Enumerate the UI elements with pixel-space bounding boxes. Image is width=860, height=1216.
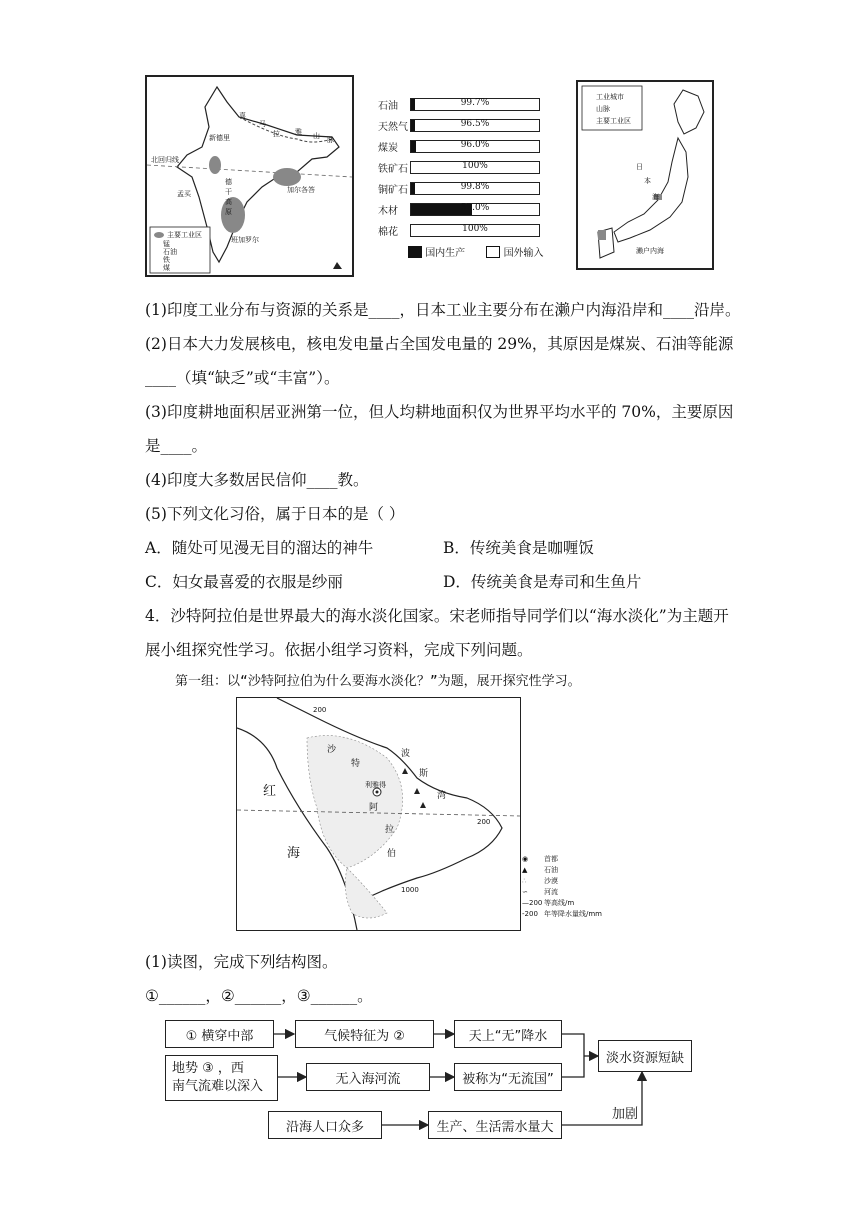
resource-row-label: 棉花: [378, 227, 398, 238]
legend-import-label: 国外输入: [503, 248, 544, 259]
saudi-label-la: 拉: [385, 825, 395, 835]
saudi-label-a: 阿: [369, 803, 379, 813]
legend-domestic-swatch: [408, 246, 422, 258]
resource-row-import-pct: 96.0%: [460, 140, 490, 150]
india-legend-3: 铁: [163, 256, 170, 264]
resource-row-bar: [410, 119, 540, 132]
flow-box-4: [165, 1055, 278, 1101]
saudi-legend-capital: ◉ 首都: [522, 855, 558, 863]
india-label-newdelhi: 新德里: [209, 134, 230, 142]
india-label-him4: 雅: [295, 128, 302, 136]
resource-row-bar: [410, 224, 540, 237]
india-label-deccan: 德干高原: [225, 178, 232, 216]
saudi-label-wan: 湾: [437, 791, 447, 801]
flow-box-6: 被称为“无流国”: [454, 1063, 562, 1091]
option-a: A．随处可见漫无目的溜达的神牛: [145, 539, 374, 557]
india-label-him6: 脉: [327, 136, 334, 144]
saudi-label-sha: 沙: [327, 745, 337, 755]
japan-legend-2: 主要工业区: [596, 117, 631, 125]
problem-4a: 4．沙特阿拉伯是世界最大的海水淡化国家。宋老师指导同学们以“海水淡化”为主题开: [145, 607, 729, 625]
saudi-label-1000: 1000: [401, 886, 419, 894]
resource-row-label: 铜矿石: [378, 185, 408, 196]
flow-box-9: 生产、生活需水量大: [428, 1111, 562, 1139]
saudi-legend: [522, 854, 602, 920]
india-legend-0: 主要工业区: [167, 231, 202, 239]
saudi-legend-contour: —200 等高线/m: [522, 899, 575, 907]
japan-label-hai: 海: [652, 193, 659, 201]
india-label-him2: 马: [259, 120, 266, 128]
flow-edge-label: 加剧: [612, 1107, 639, 1122]
blank-answers: ①______，②______，③______。: [145, 987, 373, 1005]
saudi-map: [236, 697, 521, 931]
resource-row-bar: [410, 161, 540, 174]
india-label-kolkata: 加尔各答: [287, 186, 315, 194]
resource-row-bar: [410, 98, 540, 111]
india-outline: [147, 77, 352, 275]
saudi-legend-oil: ▲ 石油: [522, 866, 558, 874]
problem-4b: 展小组探究性学习。依据小组学习资料，完成下列问题。: [145, 641, 533, 659]
india-legend-2: 石油: [163, 248, 177, 256]
option-c: C．妇女最喜爱的衣服是纱丽: [145, 573, 343, 591]
question-2b: ____（填“缺乏”或“丰富”）。: [145, 369, 340, 387]
saudi-label-red1: 红: [263, 784, 277, 799]
saudi-outline: [237, 698, 520, 930]
japan-map: [576, 80, 714, 270]
resource-row-import-pct: 99.8%: [460, 182, 490, 192]
flow-box-4-line2: 南气流难以深入: [172, 1079, 264, 1094]
flow-box-2: 气候特征为 ②: [295, 1020, 434, 1048]
saudi-legend-river: ∽ 河流: [522, 888, 558, 896]
india-legend-4: 煤: [163, 264, 170, 272]
question-3a: (3)印度耕地面积居亚洲第一位，但人均耕地面积仅为世界平均水平的 70%，主要原因: [145, 403, 734, 421]
question-5: (5)下列文化习俗，属于日本的是（ ）: [145, 505, 405, 523]
flow-box-1: ① 横穿中部: [165, 1020, 274, 1048]
india-legend-1: 锰: [163, 240, 170, 248]
saudi-label-200b: 200: [477, 818, 491, 826]
option-d: D．传统美食是寿司和生鱼片: [443, 573, 642, 591]
resource-row-bar: [410, 140, 540, 153]
flow-box-8: 沿海人口众多: [268, 1111, 382, 1139]
resource-row-import-pct: 99.7%: [460, 98, 490, 108]
japan-label-seto: 濑户内海: [636, 247, 664, 255]
saudi-label-red2: 海: [287, 846, 301, 861]
legend-import-swatch: [486, 246, 500, 258]
flow-box-5: 无入海河流: [306, 1063, 430, 1091]
option-b: B．传统美食是咖喱饭: [443, 539, 594, 557]
saudi-label-te: 特: [351, 759, 361, 769]
legend-domestic-label: 国内生产: [425, 248, 466, 259]
flow-box-7: 淡水资源短缺: [598, 1040, 692, 1072]
saudi-label-200a: 200: [313, 706, 327, 714]
resource-row-label: 石油: [378, 101, 398, 112]
resource-row-import-pct: 96.5%: [460, 119, 490, 129]
resource-row-import-pct: 52.0%: [460, 203, 490, 213]
resource-row-label: 煤炭: [378, 143, 398, 154]
india-label-him3: 拉: [273, 130, 280, 138]
resource-row-bar: [410, 203, 540, 216]
saudi-label-riyadh: 利雅得: [365, 781, 386, 789]
question-2a: (2)日本大力发展核电，核电发电量占全国发电量的 29%，其原因是煤炭、石油等能源: [145, 335, 734, 353]
saudi-legend-desert: ∴ 沙漠: [522, 877, 558, 885]
saudi-label-bo: 伯: [387, 849, 397, 859]
india-label-him5: 山: [313, 132, 320, 140]
japan-label-ben: 本: [644, 177, 651, 185]
resource-row-label: 铁矿石: [378, 164, 408, 175]
resource-legend: [408, 244, 544, 259]
question-3b: 是____。: [145, 437, 208, 455]
saudi-label-po: 波: [401, 749, 411, 759]
india-label-bangalore: 班加罗尔: [231, 236, 259, 244]
resource-row-label: 天然气: [378, 122, 408, 133]
japan-legend-1: 山脉: [596, 105, 610, 113]
resource-row-import-pct: 100%: [462, 161, 488, 171]
saudi-label-si: 斯: [419, 769, 429, 779]
india-map: [145, 75, 354, 277]
question-4: (4)印度大多数居民信仰____教。: [145, 471, 369, 489]
question-1: (1)印度工业分布与资源的关系是____，日本工业主要分布在濑户内海沿岸和____沿岸。: [145, 301, 741, 319]
flow-box-4-line1: 地势 ③ ，西: [172, 1061, 244, 1076]
resource-row-label: 木材: [378, 206, 398, 217]
india-label-mumbai: 孟买: [177, 190, 191, 198]
india-label-tropic: 北回归线: [151, 156, 179, 164]
group-1-title: 第一组：以“沙特阿拉伯为什么要海水淡化？”为题，展开探究性学习。: [175, 674, 581, 689]
resource-row-bar: [410, 182, 540, 195]
japan-label-ri: 日: [636, 163, 643, 171]
subquestion-1: (1)读图，完成下列结构图。: [145, 953, 338, 971]
japan-legend-0: 工业城市: [596, 93, 624, 101]
india-label-him1: 喜: [239, 112, 246, 120]
resource-row-import-pct: 100%: [462, 224, 488, 234]
flow-box-3: 天上“无”降水: [454, 1020, 562, 1048]
saudi-legend-rain: -200 年等降水量线/mm: [522, 910, 602, 918]
